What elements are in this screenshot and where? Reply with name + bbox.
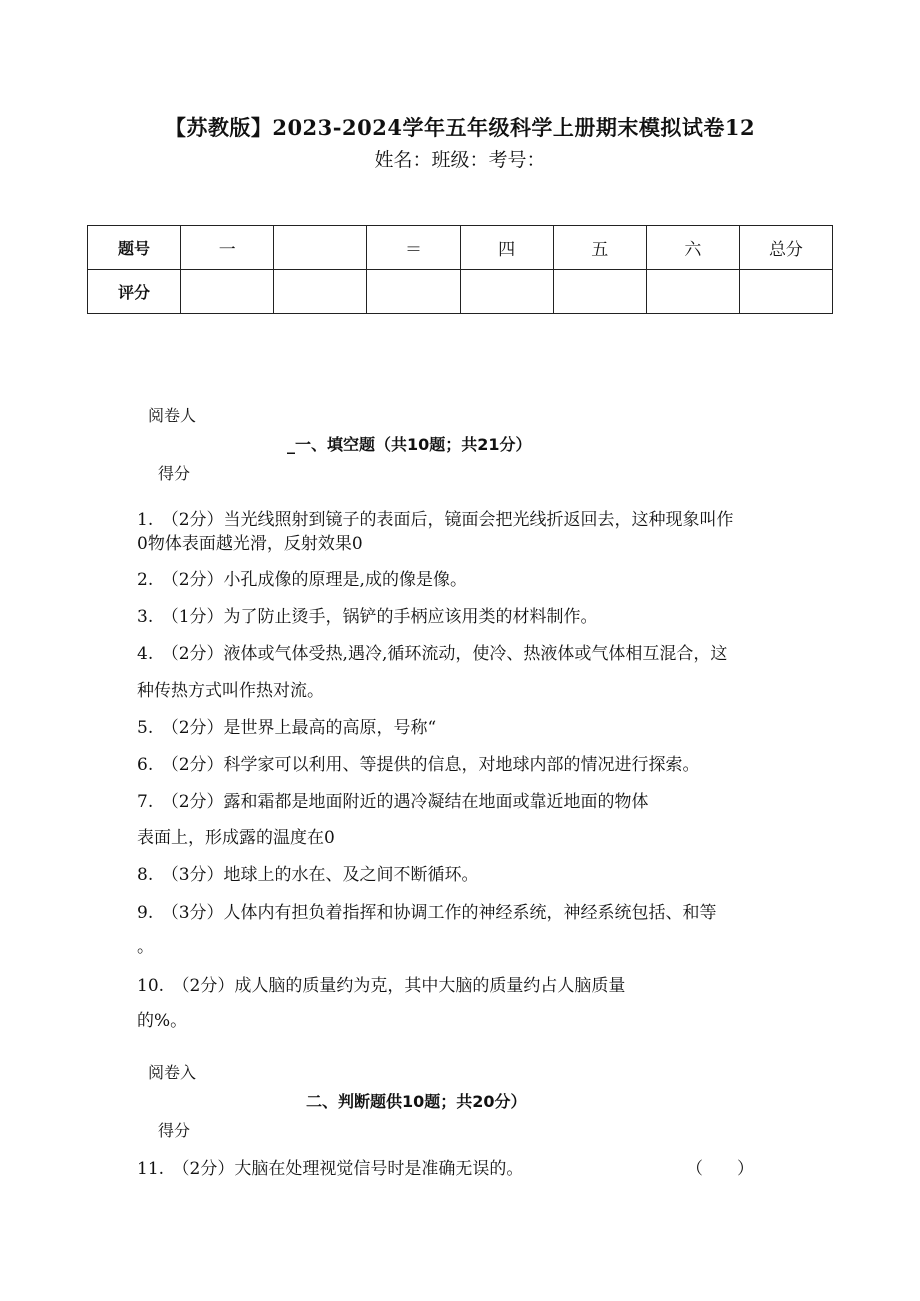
column-header: ＝ bbox=[367, 226, 460, 270]
question-7-continued: 表面上，形成露的温度在0 bbox=[137, 828, 335, 848]
question-4-continued: 种传热方式叫作热对流。 bbox=[137, 681, 324, 701]
score-cell bbox=[274, 270, 367, 314]
question-6: 6. （2分）科学家可以利用、等提供的信息，对地球内部的情况进行探索。 bbox=[137, 755, 700, 775]
question-10: 10. （2分）成人脑的质量约为克，其中大脑的质量约占人脑质量 bbox=[137, 976, 626, 996]
section1-heading: _一、填空题（共10题；共21分） bbox=[287, 435, 532, 454]
score-cell bbox=[460, 270, 553, 314]
question-11: 11. （2分）大脑在处理视觉信号时是准确无误的。 bbox=[137, 1159, 524, 1179]
question-3: 3. （1分）为了防止烫手，锅铲的手柄应该用类的材料制作。 bbox=[137, 607, 598, 627]
column-header: 一 bbox=[181, 226, 274, 270]
question-5: 5. （2分）是世界上最高的高原，号称“ bbox=[137, 718, 437, 738]
table-row bbox=[88, 226, 833, 270]
row-label-question-no: 题号 bbox=[88, 226, 181, 270]
score-cell bbox=[553, 270, 646, 314]
question-8: 8. （3分）地球上的水在、及之间不断循环。 bbox=[137, 865, 479, 885]
section2-reviewer-label: 阅卷入 bbox=[148, 1063, 197, 1082]
question-2: 2. （2分）小孔成像的原理是,成的像是像。 bbox=[137, 570, 467, 590]
exam-title: 【苏教版】2023-2024学年五年级科学上册期末模拟试卷12 bbox=[164, 115, 756, 140]
column-header bbox=[274, 226, 367, 270]
student-info-line: 姓名：班级：考号： bbox=[374, 149, 546, 171]
column-header: 六 bbox=[646, 226, 739, 270]
column-header: 总分 bbox=[739, 226, 832, 270]
question-10-continued: 的%。 bbox=[137, 1011, 188, 1031]
score-cell bbox=[739, 270, 832, 314]
row-label-score: 评分 bbox=[88, 270, 181, 314]
question-9: 9. （3分）人体内有担负着指挥和协调工作的神经系统，神经系统包括、和等 bbox=[137, 903, 717, 923]
score-cell bbox=[646, 270, 739, 314]
score-table bbox=[87, 225, 833, 314]
answer-parentheses: （ ） bbox=[686, 1159, 754, 1179]
question-4: 4. （2分）液体或气体受热,遇冷,循环流动，使冷、热液体或气体相互混合，这 bbox=[137, 644, 728, 664]
table-row bbox=[88, 270, 833, 314]
score-cell bbox=[181, 270, 274, 314]
question-7: 7. （2分）露和霜都是地面附近的遇冷凝结在地面或靠近地面的物体 bbox=[137, 792, 649, 812]
score-cell bbox=[367, 270, 460, 314]
section2-score-label: 得分 bbox=[158, 1121, 191, 1140]
column-header: 四 bbox=[460, 226, 553, 270]
question-1-continued: 0物体表面越光滑，反射效果0 bbox=[137, 534, 363, 554]
question-9-continued: 。 bbox=[137, 937, 154, 957]
section1-reviewer-label: 阅卷人 bbox=[148, 406, 197, 425]
section2-heading: 二、判断题供10题；共20分） bbox=[306, 1092, 527, 1111]
column-header: 五 bbox=[553, 226, 646, 270]
question-1: 1. （2分）当光线照射到镜子的表面后，镜面会把光线折返回去，这种现象叫作 bbox=[137, 510, 734, 530]
section1-score-label: 得分 bbox=[158, 464, 191, 483]
